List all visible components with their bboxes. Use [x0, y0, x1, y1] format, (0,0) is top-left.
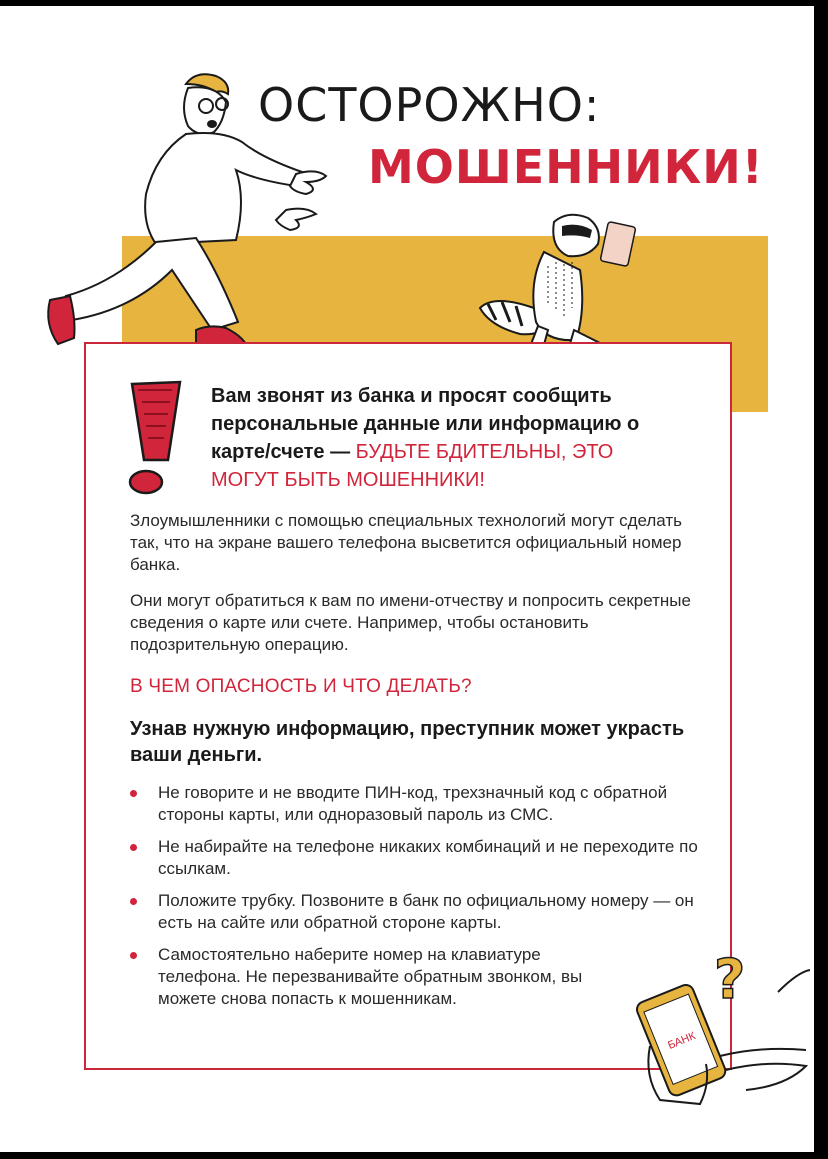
bullet-dot-icon — [130, 844, 137, 851]
phone-hand-illustration — [630, 952, 810, 1112]
list-item — [130, 836, 700, 880]
list-item-text: Не говорите и не вводите ПИН-код, трехзначный код с обратной стороны карты, или одноразовый пароль из СМС. — [158, 783, 668, 824]
section-title: В ЧЕМ ОПАСНОСТЬ И ЧТО ДЕЛАТЬ? — [130, 676, 472, 697]
paragraph-1: Злоумышленники с помощью специальных технологий могут сделать так, что на экране вашего телефона высветится официальный номер банка. — [130, 511, 683, 574]
raccoon-illustration — [474, 206, 644, 362]
bullet-dot-icon — [130, 898, 137, 905]
running-man-illustration — [36, 64, 336, 364]
list-item — [130, 782, 700, 826]
list-item — [130, 944, 628, 1010]
title-line-1: ОСТОРОЖНО: — [258, 78, 601, 132]
warning-message — [211, 382, 681, 494]
warning-text-bold: Вам звонят из банка и просят сообщить персональные данные или информацию о карте/счете — — [211, 385, 640, 463]
list-item-text: Самостоятельно наберите номер на клавиатуре телефона. Не перезванивайте обратным звонком, вы можете снова попасть к мошенникам. — [158, 945, 583, 1008]
phone-screen-text: БАНК — [666, 1030, 698, 1052]
question-mark-icon: ? — [714, 952, 746, 1011]
exclamation-icon — [124, 378, 186, 498]
list-item-text: Не набирайте на телефоне никаких комбинаций и не переходите по ссылкам. — [158, 837, 698, 878]
advice-list — [130, 782, 700, 1020]
list-item-text: Положите трубку. Позвоните в банк по официальному номеру — он есть на сайте или обратной стороне карты. — [158, 891, 694, 932]
list-item — [130, 890, 700, 934]
section-lead: Узнав нужную информацию, преступник может украсть ваши деньги. — [130, 718, 685, 766]
title-line-2: МОШЕННИКИ! — [368, 140, 764, 194]
bullet-dot-icon — [130, 790, 137, 797]
warning-text-red: БУДЬТЕ БДИТЕЛЬНЫ, ЭТО МОГУТ БЫТЬ МОШЕННИКИ! — [211, 441, 614, 491]
paragraph-2: Они могут обратиться к вам по имени-отчеству и попросить секретные сведения о карте или счете. Например, чтобы остановить подозрительную операцию. — [130, 591, 691, 654]
bullet-dot-icon — [130, 952, 137, 959]
